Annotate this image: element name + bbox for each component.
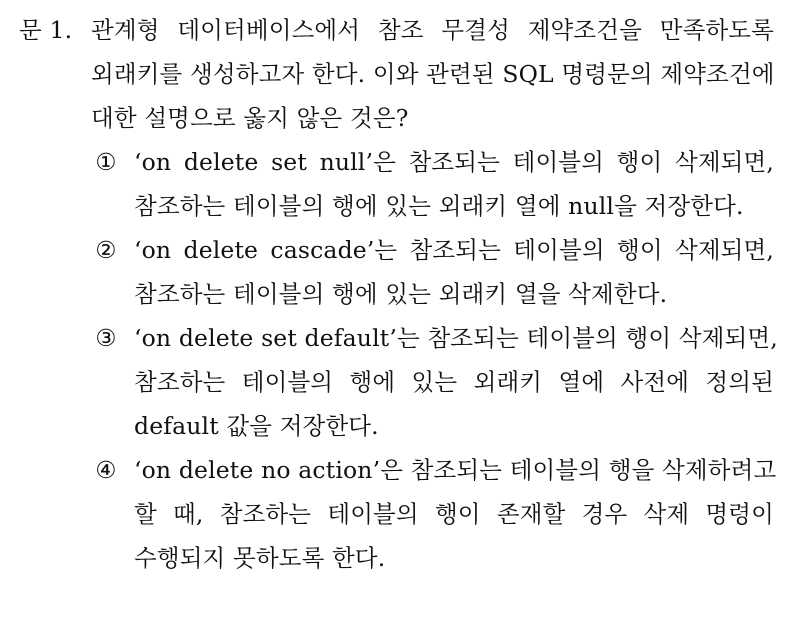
option-1-line-2 xyxy=(0,184,802,228)
option-number: ③ xyxy=(95,324,117,352)
option-4-line-1 xyxy=(0,448,802,492)
option-3-line-3 xyxy=(0,404,802,448)
option-text-line: ‘on delete cascade’는 참조되는 테이블의 행이 삭제되면, xyxy=(134,236,774,264)
question-line-3 xyxy=(0,96,802,140)
question-text-line: 대한 설명으로 옳지 않은 것은? xyxy=(91,104,409,132)
question-line-2 xyxy=(0,52,802,96)
option-2-line-1 xyxy=(0,228,802,272)
option-3-line-1 xyxy=(0,316,802,360)
question-text-line: 외래키를 생성하고자 한다. 이와 관련된 SQL 명령문의 제약조건에 xyxy=(91,60,775,88)
option-3-line-2 xyxy=(0,360,802,404)
option-4-line-2 xyxy=(0,492,802,536)
option-text-line: 참조하는 테이블의 행에 있는 외래키 열에 null을 저장한다. xyxy=(134,192,744,220)
option-number: ① xyxy=(95,148,117,176)
option-text-line: ‘on delete set null’은 참조되는 테이블의 행이 삭제되면, xyxy=(134,148,774,176)
option-text-line: ‘on delete no action’은 참조되는 테이블의 행을 삭제하려고 xyxy=(134,456,777,484)
option-2-line-2 xyxy=(0,272,802,316)
option-text-line: 참조하는 테이블의 행에 있는 외래키 열을 삭제한다. xyxy=(134,280,668,308)
question-number: 문 1. xyxy=(19,16,73,44)
option-4-line-3 xyxy=(0,536,802,580)
question-text-line: 관계형 데이터베이스에서 참조 무결성 제약조건을 만족하도록 xyxy=(91,16,774,44)
option-number: ② xyxy=(95,236,117,264)
option-text-line: default 값을 저장한다. xyxy=(134,412,379,440)
option-text-line: ‘on delete set default’는 참조되는 테이블의 행이 삭제되면, xyxy=(134,324,778,352)
option-text-line: 할 때, 참조하는 테이블의 행이 존재할 경우 삭제 명령이 xyxy=(134,500,774,528)
option-text-line: 수행되지 못하도록 한다. xyxy=(134,544,386,572)
option-1-line-1 xyxy=(0,140,802,184)
question-line-1 xyxy=(0,8,802,52)
option-number: ④ xyxy=(95,456,117,484)
option-text-line: 참조하는 테이블의 행에 있는 외래키 열에 사전에 정의된 xyxy=(134,368,774,396)
